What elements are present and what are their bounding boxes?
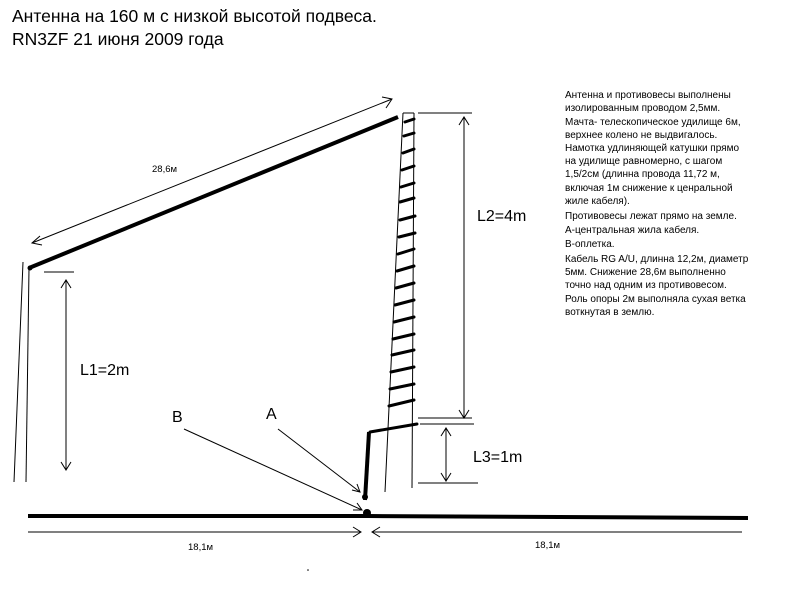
note-line: верхнее колено не выдвигалось.: [565, 130, 718, 141]
wire-length-dimension-arrow: [32, 99, 392, 243]
point-b-label: B: [172, 409, 183, 426]
note-line: Противовесы лежат прямо на земле.: [565, 211, 737, 222]
leader-line-b: [184, 429, 362, 510]
note-line: Кабель RG A/U, длинна 12,2м, диаметр: [565, 254, 749, 265]
point-a-label: A: [266, 406, 277, 423]
support-pole-left-edge: [14, 262, 23, 482]
feed-point-b: [363, 509, 371, 517]
counterpoise-left-label: 18,1м: [188, 542, 214, 553]
wire-length-label: 28,6м: [152, 164, 178, 175]
l1-label: L1=2m: [80, 362, 130, 379]
l3-label: L3=1m: [473, 449, 523, 466]
counterpoise-right-label: 18,1м: [535, 540, 561, 551]
stray-dot: [307, 569, 309, 571]
note-line: Намотка удлиняющей катушки прямо: [565, 143, 740, 154]
note-line: А-центральная жила кабеля.: [565, 225, 700, 236]
loading-coil: [370, 119, 417, 432]
counterpoise-right: [368, 516, 748, 518]
note-line: 5мм. Снижение 28,6м выполненно: [565, 267, 726, 278]
title-line-1: Антенна на 160 м с низкой высотой подвеса.: [12, 6, 377, 26]
note-line: на удилище равномерно, с шагом: [565, 156, 723, 167]
note-line: изолированным проводом 2,5мм.: [565, 103, 721, 114]
note-line: Мачта- телескопическое удилище 6м,: [565, 117, 741, 128]
antenna-wire: [29, 117, 398, 268]
note-line: воткнутая в землю.: [565, 307, 655, 318]
note-line: жиле кабеля).: [565, 196, 630, 207]
note-line: точно над одним из противовесом.: [565, 280, 727, 291]
feed-point-a: [362, 494, 368, 500]
support-pole-right-edge: [26, 268, 29, 482]
note-line: включая 1м снижение к ценральной: [565, 183, 733, 194]
l2-label: L2=4m: [477, 208, 527, 225]
note-line: 1,5/2см (длинна провода 11,72 м,: [565, 169, 720, 180]
note-line: В-оплетка.: [565, 239, 615, 250]
note-line: Антенна и противовесы выполнены: [565, 90, 731, 101]
note-line: Роль опоры 2м выполняла сухая ветка: [565, 294, 746, 305]
title-line-2: RN3ZF 21 июня 2009 года: [12, 29, 224, 49]
leader-line-a: [278, 429, 360, 492]
downlead-wire: [365, 432, 369, 500]
wire-end-point: [28, 266, 33, 271]
